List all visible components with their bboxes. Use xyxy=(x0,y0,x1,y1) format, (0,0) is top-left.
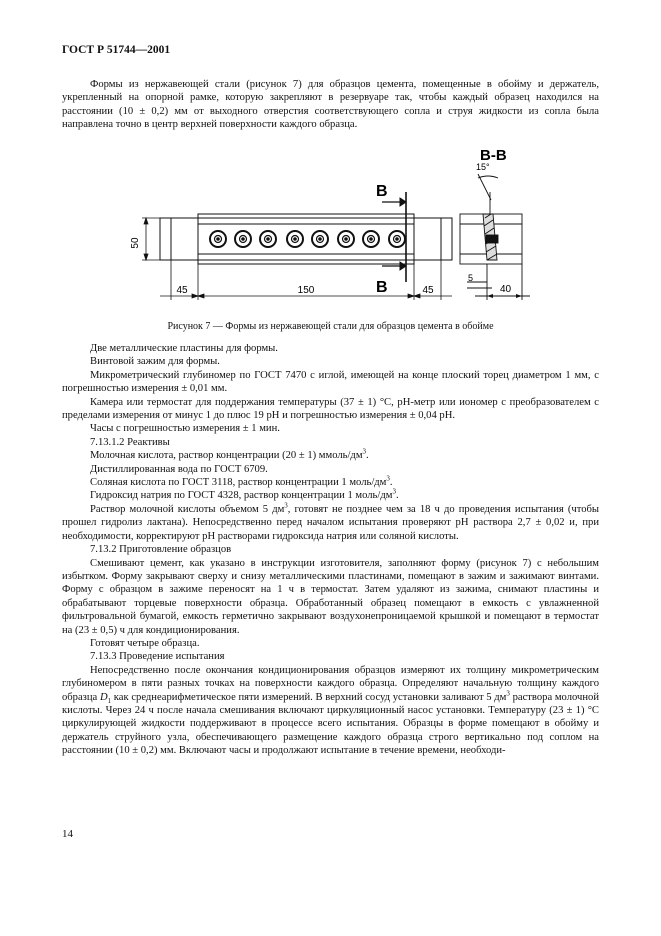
paragraph: Готовят четыре образца. xyxy=(90,637,200,649)
section-arrow-bottom-label: В xyxy=(376,279,388,296)
paragraph: Винтовой зажим для формы. xyxy=(90,356,220,368)
paragraph: Молочная кислота, раствор концентрации (20 ± 1) ммоль/$дм^3$. xyxy=(90,447,369,462)
dim-height-label: 50 xyxy=(130,237,141,249)
paragraph: Раствор молочной кислоты объемом 5 $дм^3$, готовят не позднее чем за 18 ч до проведения испытания (чтобы прошел гидролиз лактана). Непосредственно перед началом испытания проверяют рН раствора 2,7 ± 0,02 и, при необходимости, корректируют рН растворами гидроксида натрия или соляной кислоты. xyxy=(62,501,600,542)
paragraph: Часы с погрешностью измерения ± 1 мин. xyxy=(90,423,280,435)
paragraph: Камера или термостат для поддержания температуры (37 ± 1) °С, рН-метр или иономер с преобразователем с пределами измерения от минус 1 до плюс 19 рН и погрешностью измерения ± 0,04 рН. xyxy=(62,396,599,422)
paragraph: Дистиллированная вода по ГОСТ 6709. xyxy=(90,463,268,475)
subsection-heading: 7.13.2 Приготовление образцов xyxy=(90,544,232,556)
paragraph: Две металлические пластины для формы. xyxy=(90,343,278,354)
paragraph: Соляная кислота по ГОСТ 3118, раствор концентрации 1 моль/$дм^3$. xyxy=(90,474,393,489)
paragraph: Гидроксид натрия по ГОСТ 4328, раствор концентрации 1 моль/$дм^3$. xyxy=(90,487,399,502)
specimen-holes xyxy=(210,231,405,247)
dim-small-label: 5 xyxy=(468,273,474,283)
paragraph: Непосредственно после окончания кондиционирования образцов измеряют их толщину микрометрическим глубиномером в пяти разных точках на поверхности каждого образца. Определяют начальную толщину каждого образца $D_1$ как среднеарифметическое пяти измерений. В верхний сосуд установки заливают 5 $дм^3$ раствора молочной кислоты. Через 24 ч после начала смешивания включают циркуляционный насос установки. Температуру (23 ± 1) °С циркулирующей жидкости поддерживают в процессе всего испытания. Образцы в форме помещают в обойму и держатель струйного узла, обеспечивающего размещение каждого образца строго вертикально под соплом на расстоянии (10 ± 0,2) мм. Включают часы и продолжают испытание в течение времени, необходи- xyxy=(62,664,599,757)
dim-left-label: 45 xyxy=(176,285,188,296)
paragraph: Смешивают цемент, как указано в инструкции изготовителя, заполняют форму (рисунок 7) с небольшим избытком. Форму закрывают сверху и снизу металлическими пластинами, помещают в зажим и зажимают винтами. Форму с образцом в зажиме переносят на 1 ч в термостат. Затем удаляют из зажима, снимают пластины и обрабатывают торцевые поверхности образца. Обработанный образец помещают в емкость с увлажненной фильтровальной бумагой, емкость герметично закрывают воздухонепроницаемой крышкой и помещают в термостат на (23 ± 0,5) ч для кондиционирования. xyxy=(62,557,599,636)
angle-label: 15° xyxy=(476,162,490,172)
page-number: 14 xyxy=(62,828,73,840)
intro-text: Формы из нержавеющей стали (рисунок 7) для образцов цемента, помещенные в обойму и держатель, укрепленный на опорной рамке, которую закрепляют в резервуаре так, чтобы каждый образец находился на расстоянии (10 ± 0,2) мм от выходного отверстия соответствующего сопла и струя жидкости из сопла была направлена точно в центр верхней поверхности каждого образца. xyxy=(62,79,599,131)
subsection-heading: 7.13.3 Проведение испытания xyxy=(90,651,225,663)
paragraph: Микрометрический глубиномер по ГОСТ 7470 с иглой, имеющей на конце плоский торец диаметром 1 мм, с погрешностью измерения ± 0,01 мм. xyxy=(62,369,599,395)
intro-paragraph xyxy=(62,78,599,132)
figure-caption: Рисунок 7 — Формы из нержавеющей стали для образцов цемента в обойме xyxy=(167,321,494,332)
figure-7 xyxy=(120,140,580,315)
body-text xyxy=(62,342,599,758)
dim-section-width-label: 40 xyxy=(500,284,512,295)
mold-plate-rect xyxy=(198,214,414,264)
document-header: ГОСТ Р 51744—2001 xyxy=(62,44,171,56)
section-arrow-top-label: В xyxy=(376,183,388,200)
figure-drawing xyxy=(120,140,580,315)
section-view-label: В-В xyxy=(480,147,507,164)
subsection-heading: 7.13.1.2 Реактивы xyxy=(90,436,170,448)
dim-center-label: 150 xyxy=(297,285,315,296)
dim-right-label: 45 xyxy=(422,285,434,296)
